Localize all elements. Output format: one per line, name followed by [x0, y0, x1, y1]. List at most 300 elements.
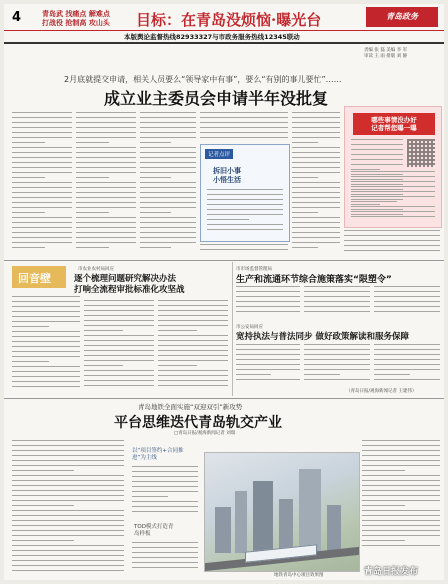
text-line: [292, 177, 318, 178]
text-line: [76, 177, 109, 178]
feature-headline: [213, 167, 241, 185]
text-line: [76, 152, 136, 153]
text-line: [84, 325, 154, 326]
text-line: [362, 500, 440, 501]
text-line: [12, 540, 74, 541]
text-line: [12, 237, 72, 238]
text-line: [76, 137, 136, 138]
text-line: [236, 379, 300, 380]
photo-caption: 地铁青岛中心项目效果图: [274, 573, 324, 578]
text-line: [362, 520, 440, 521]
text-line: [132, 511, 198, 512]
text-line: [200, 127, 288, 128]
text-line: [374, 354, 440, 355]
text-line: [158, 330, 197, 331]
publisher-watermark: 青岛日报发布: [364, 567, 419, 577]
text-line: [362, 535, 440, 536]
text-line: [12, 137, 72, 138]
text-line: [140, 237, 196, 238]
text-line: [304, 306, 370, 307]
text-line: [351, 191, 435, 192]
text-line: [12, 515, 124, 516]
text-line: [292, 142, 318, 143]
mid-left-headline-line-2: 打响全流程审批标准化攻坚战: [74, 285, 185, 295]
text-line: [200, 137, 288, 138]
text-line: [132, 496, 168, 497]
edit-info: [364, 48, 407, 60]
text-line: [76, 227, 136, 228]
text-line: [12, 555, 124, 556]
text-line: [362, 495, 440, 496]
text-line: [140, 242, 196, 243]
text-line: [236, 291, 300, 292]
text-line: [76, 127, 136, 128]
text-line: [140, 227, 196, 228]
text-line: [292, 172, 340, 173]
text-line: [12, 157, 72, 158]
text-line: [158, 305, 228, 306]
text-line: [84, 360, 154, 361]
text-line: [236, 286, 300, 287]
text-line: [351, 196, 435, 197]
bottom-body-1: [12, 440, 124, 576]
text-line: [374, 306, 440, 307]
text-line: [158, 370, 228, 371]
text-line: [207, 214, 283, 215]
text-line: [292, 117, 340, 118]
text-line: [207, 229, 283, 230]
text-line: [207, 219, 249, 220]
bottom-body-4: [362, 440, 440, 550]
text-line: [12, 227, 72, 228]
mid-left-headline: [74, 274, 232, 296]
section-divider: [4, 260, 444, 261]
text-line: [76, 147, 136, 148]
text-line: [12, 147, 72, 148]
slogan-line-2: 打战役 抢制高 攻山头: [42, 19, 110, 27]
text-line: [362, 545, 440, 546]
bottom-body-3: [132, 542, 198, 576]
text-line: [12, 356, 80, 357]
text-line: [12, 112, 72, 113]
text-line: [374, 359, 440, 360]
qr-code-icon: [407, 139, 435, 167]
text-line: [351, 201, 397, 202]
section-headline: 目标：在青岛没烦恼·曝光台: [136, 11, 322, 29]
text-line: [292, 227, 340, 228]
lead-body-col-3: [140, 112, 196, 254]
text-line: [76, 187, 136, 188]
text-line: [158, 345, 228, 346]
text-line: [362, 490, 440, 491]
text-line: [158, 335, 228, 336]
photo-building: [253, 481, 273, 553]
text-line: [158, 300, 228, 301]
text-line: [362, 515, 440, 516]
exposure-box: [344, 106, 442, 228]
text-line: [140, 112, 196, 113]
feature-tag: 记者点评: [205, 149, 233, 159]
hotline-text: 本版舆论监督热线82933327与市政务服务热线12345联动: [124, 33, 300, 41]
text-line: [158, 320, 228, 321]
text-line: [12, 326, 49, 327]
lead-body-col-5: [292, 112, 340, 254]
text-line: [12, 381, 80, 382]
text-line: [304, 369, 370, 370]
text-line: [140, 122, 196, 123]
text-line: [12, 440, 124, 441]
text-line: [344, 250, 440, 251]
text-line: [132, 506, 198, 507]
text-line: [12, 460, 124, 461]
bottom-kicker: 青岛地铁全面实施“双迎双引”新攻势: [138, 403, 243, 411]
text-line: [12, 336, 80, 337]
text-line: [76, 232, 136, 233]
text-line: [76, 212, 109, 213]
text-line: [292, 157, 340, 158]
rail-rendering-photo: [204, 452, 360, 572]
text-line: [292, 247, 318, 248]
text-line: [84, 345, 154, 346]
text-line: [132, 476, 198, 477]
text-line: [76, 192, 136, 193]
text-line: [140, 247, 171, 248]
text-line: [140, 167, 196, 168]
text-line: [292, 217, 340, 218]
text-line: [84, 300, 154, 301]
text-line: [140, 177, 171, 178]
text-line: [132, 542, 198, 543]
text-line: [140, 147, 196, 148]
text-line: [132, 547, 198, 548]
text-line: [292, 152, 340, 153]
page-number: 4: [12, 10, 22, 25]
text-line: [76, 122, 136, 123]
text-line: [12, 222, 72, 223]
text-line: [344, 230, 440, 231]
text-line: [158, 360, 228, 361]
text-line: [12, 316, 80, 317]
text-line: [12, 122, 72, 123]
text-line: [12, 321, 80, 322]
text-line: [12, 565, 124, 566]
text-line: [76, 162, 136, 163]
text-line: [374, 374, 410, 375]
sub2-body-2: [304, 344, 370, 386]
text-line: [236, 364, 300, 365]
text-line: [12, 242, 72, 243]
brand-logo: 青岛政务: [366, 7, 438, 27]
text-line: [374, 311, 440, 312]
text-line: [84, 375, 154, 376]
sub2-kicker: 市公安局回应: [236, 325, 263, 330]
mid-right-body-1: [236, 286, 300, 320]
text-line: [292, 187, 340, 188]
lead-headline: 成立业主委员会申请半年没批复: [104, 89, 329, 108]
text-line: [292, 112, 340, 113]
text-line: [12, 450, 124, 451]
text-line: [12, 455, 124, 456]
section-mark-line-2: 岛样板: [134, 531, 151, 537]
text-line: [236, 296, 300, 297]
text-line: [362, 505, 405, 506]
text-line: [76, 197, 136, 198]
text-line: [207, 209, 283, 210]
text-line: [207, 194, 283, 195]
text-line: [158, 325, 228, 326]
lead-kicker: 2月底就提交申请，相关人员要么“领导家中有事”，要么“有别的事儿要忙”……: [64, 75, 342, 84]
text-line: [292, 167, 340, 168]
text-line: [158, 355, 228, 356]
text-line: [140, 157, 196, 158]
text-line: [12, 341, 80, 342]
text-line: [374, 344, 440, 345]
text-line: [12, 187, 72, 188]
text-line: [158, 310, 228, 311]
text-line: [158, 380, 228, 381]
mid-left-headline-line-1: 逐个梳理问题研究解决办法: [74, 274, 177, 284]
text-line: [374, 364, 440, 365]
text-line: [84, 330, 123, 331]
text-line: [132, 557, 198, 558]
text-line: [140, 187, 196, 188]
text-line: [140, 192, 196, 193]
text-line: [12, 545, 124, 546]
text-line: [76, 157, 136, 158]
text-line: [200, 122, 288, 123]
text-line: [292, 197, 340, 198]
text-line: [292, 237, 340, 238]
text-line: [351, 176, 435, 177]
header-rule-dark: [4, 42, 444, 44]
photo-building: [299, 469, 321, 553]
text-line: [292, 232, 340, 233]
text-line: [12, 470, 74, 471]
text-line: [132, 481, 198, 482]
text-line: [12, 212, 45, 213]
text-line: [304, 311, 370, 312]
text-line: [351, 149, 403, 150]
text-line: [140, 152, 196, 153]
text-line: [362, 525, 440, 526]
text-line: [140, 222, 196, 223]
text-line: [362, 475, 440, 476]
text-line: [12, 306, 80, 307]
text-line: [140, 232, 196, 233]
mid-left-body-2: [84, 300, 154, 394]
text-line: [12, 371, 80, 372]
text-line: [344, 240, 440, 241]
mid-left-kicker: 市农业农村局回应: [78, 267, 114, 272]
text-line: [140, 132, 196, 133]
edit-info-line-1: 责编 张 磊 美编 李 军: [364, 48, 408, 53]
edit-info-line-2: 审读 王 雨 排版 刘 静: [364, 54, 408, 59]
text-line: [12, 490, 124, 491]
text-line: [140, 172, 196, 173]
text-line: [76, 132, 136, 133]
text-line: [362, 540, 405, 541]
text-line: [12, 465, 124, 466]
text-line: [362, 465, 440, 466]
text-line: [84, 340, 154, 341]
lead-body-col-6: [200, 244, 288, 256]
text-line: [362, 530, 440, 531]
text-line: [362, 450, 440, 451]
text-line: [12, 117, 72, 118]
text-line: [207, 224, 283, 225]
text-line: [140, 212, 171, 213]
text-line: [76, 207, 136, 208]
text-line: [304, 364, 370, 365]
text-line: [84, 335, 154, 336]
section-divider-2: [4, 398, 444, 399]
text-line: [374, 291, 440, 292]
text-line: [158, 340, 228, 341]
sub2-body-3: [374, 344, 440, 386]
text-line: [12, 162, 72, 163]
text-line: [12, 232, 72, 233]
text-line: [374, 286, 440, 287]
text-line: [12, 510, 124, 511]
text-line: [12, 535, 124, 536]
text-line: [362, 470, 405, 471]
text-line: [236, 349, 300, 350]
text-line: [236, 311, 300, 312]
section-mark: [134, 524, 196, 538]
lead-body-col-1: [12, 112, 72, 254]
slogan-line-1: 青岛武 找痛点 解难点: [42, 10, 110, 18]
text-line: [12, 485, 124, 486]
text-line: [12, 247, 45, 248]
text-line: [362, 445, 440, 446]
text-line: [76, 182, 136, 183]
text-line: [12, 445, 124, 446]
exposure-badge-line-2: 记者帮您曝一曝: [371, 124, 417, 132]
text-line: [132, 486, 198, 487]
text-line: [76, 247, 109, 248]
text-line: [362, 460, 440, 461]
text-line: [292, 202, 340, 203]
text-line: [76, 217, 136, 218]
text-line: [158, 375, 228, 376]
text-line: [304, 296, 370, 297]
text-line: [304, 349, 370, 350]
text-line: [12, 505, 74, 506]
text-line: [84, 380, 154, 381]
text-line: [292, 207, 340, 208]
text-line: [374, 379, 440, 380]
photo-building: [215, 507, 231, 553]
text-line: [207, 204, 283, 205]
text-line: [12, 197, 72, 198]
text-line: [140, 117, 196, 118]
text-line: [200, 112, 288, 113]
text-line: [292, 242, 340, 243]
text-line: [304, 359, 370, 360]
mid-credit: （青岛日报/观海新闻记者 王建伟）: [346, 389, 417, 394]
text-line: [292, 122, 340, 123]
text-line: [12, 386, 80, 387]
text-line: [12, 192, 72, 193]
text-line: [292, 137, 340, 138]
text-line: [292, 147, 340, 148]
mid-right-body-2: [304, 286, 370, 320]
text-line: [140, 207, 196, 208]
text-line: [207, 199, 283, 200]
text-line: [12, 207, 72, 208]
text-line: [12, 520, 124, 521]
text-line: [236, 344, 300, 345]
text-line: [351, 159, 403, 160]
sub2-headline: 宽持执法与普法同步 做好政策解读和服务保障: [236, 332, 409, 342]
feature-box: [200, 144, 290, 242]
mid-right-body-3: [374, 286, 440, 320]
text-line: [84, 320, 154, 321]
text-line: [132, 552, 198, 553]
text-line: [12, 530, 124, 531]
text-line: [12, 376, 80, 377]
text-line: [84, 385, 154, 386]
exposure-badge: [353, 113, 435, 135]
text-line: [12, 127, 72, 128]
text-line: [132, 491, 198, 492]
mid-right-kicker: 市市场监督管理局: [236, 267, 272, 272]
text-line: [140, 162, 196, 163]
text-line: [200, 249, 288, 250]
text-line: [374, 296, 440, 297]
text-line: [292, 192, 340, 193]
photo-building: [235, 491, 247, 553]
text-line: [12, 311, 80, 312]
text-line: [12, 142, 45, 143]
text-line: [132, 501, 198, 502]
text-line: [76, 117, 136, 118]
text-line: [84, 350, 154, 351]
column-name: 回音壁: [18, 272, 51, 285]
text-line: [292, 222, 340, 223]
text-line: [12, 525, 124, 526]
feature-headline-line-2: 小悟生活: [213, 176, 241, 184]
text-line: [304, 301, 370, 302]
text-line: [351, 154, 403, 155]
text-line: [351, 169, 380, 170]
newspaper-page: [4, 4, 444, 580]
text-line: [12, 550, 124, 551]
bottom-credit: □青岛日报/观海新闻记者 刘瑞: [174, 431, 236, 436]
text-line: [236, 354, 300, 355]
lead-body-col-2: [76, 112, 136, 254]
text-line: [140, 182, 196, 183]
text-line: [140, 202, 196, 203]
text-line: [362, 485, 440, 486]
text-line: [158, 385, 228, 386]
text-line: [158, 350, 228, 351]
text-line: [236, 369, 300, 370]
text-line: [362, 455, 440, 456]
text-line: [12, 132, 72, 133]
bottom-body-2: [132, 466, 198, 520]
text-line: [132, 466, 198, 467]
photo-building: [327, 505, 341, 553]
text-line: [76, 112, 136, 113]
text-line: [304, 354, 370, 355]
text-line: [140, 217, 196, 218]
text-line: [12, 331, 80, 332]
text-line: [12, 351, 80, 352]
text-line: [236, 359, 300, 360]
section-mark-line-1: TOD模式打造青: [134, 524, 174, 530]
text-line: [236, 306, 300, 307]
